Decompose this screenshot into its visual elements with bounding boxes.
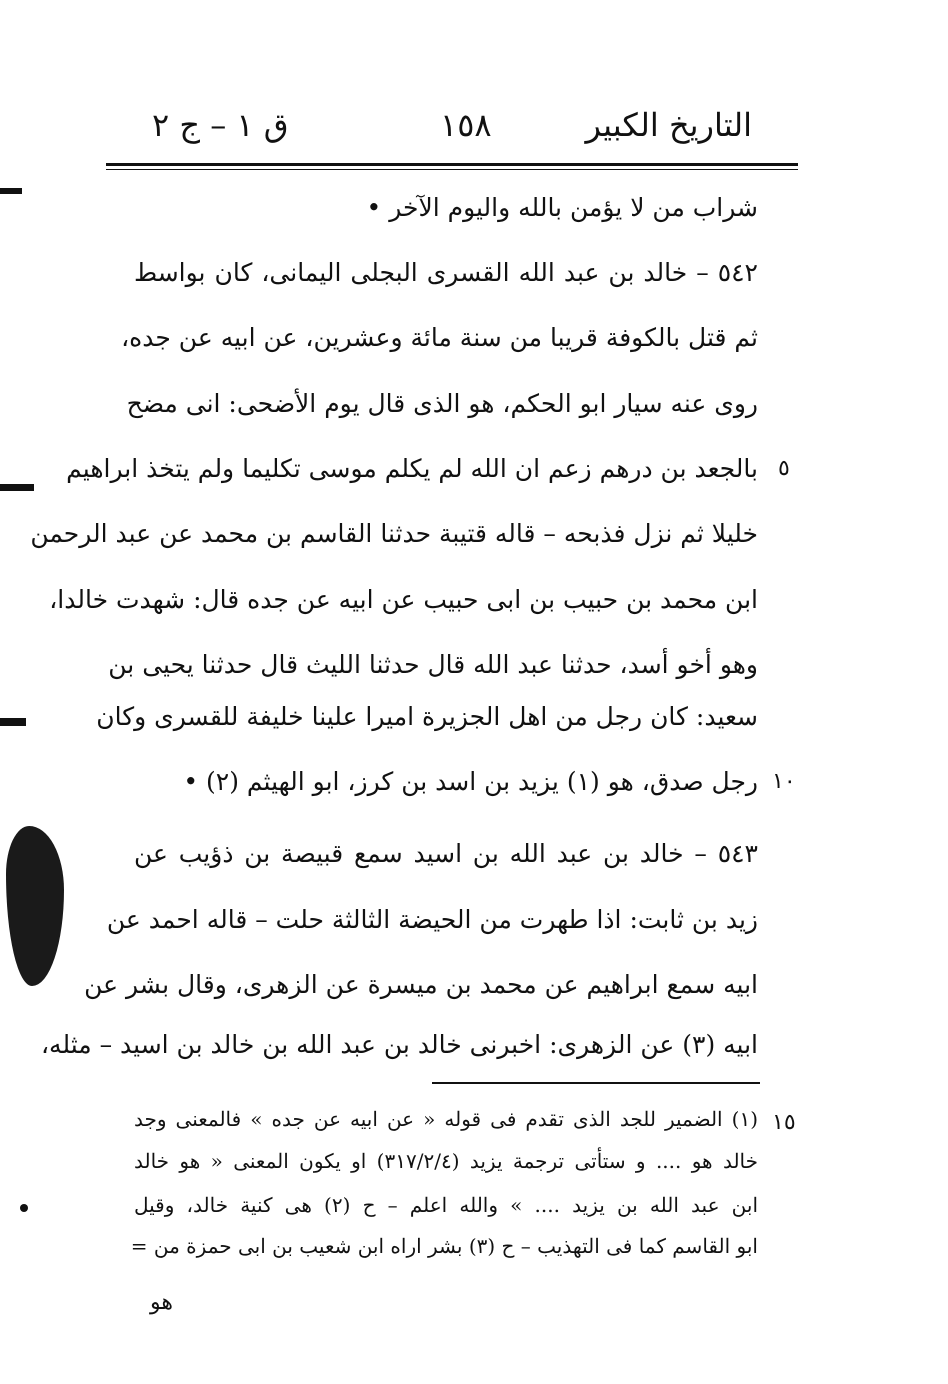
line-number: ١٠ (772, 769, 796, 794)
line-number: ١٥ (772, 1110, 796, 1135)
text-line: ابيه (٣) عن الزهرى: اخبرنى خالد بن عبد الله بن خالد بن اسيد – مثله، (40, 1030, 758, 1059)
footnote-line: ابن عبد الله بن يزيد .... » والله اعلم – ح (٢) هى كنية خالد، وقيل (134, 1193, 759, 1217)
text-line: زيد بن ثابت: اذا طهرت من الحيضة الثالثة حلت – قاله احمد عن (106, 905, 758, 934)
footnote-line: (١) الضمير للجد الذى تقدم فى قوله « عن ابيه عن جده » فالمعنى وجد (134, 1107, 758, 1131)
footnote-line: ابو القاسم كما فى التهذيب – ح (٣) بشر اراه ابن شعيب بن ابى حمزة من = (130, 1234, 758, 1258)
footnote-line: خالد هو .... و ستأتى ترجمة يزيد (٣١٧/٢/٤) او يكون المعنى « هو خالد (134, 1149, 759, 1173)
text-line: بالجعد بن درهم زعم ان الله لم يكلم موسى تكليما ولم يتخذ ابراهيم (66, 454, 758, 483)
margin-mark (0, 718, 26, 726)
page-number: ١٥٨ (440, 106, 492, 144)
ink-blot (6, 826, 64, 986)
text-line: وهو أخو أسد، حدثنا عبد الله قال حدثنا الليث قال حدثنا يحيى بن (108, 650, 758, 679)
header-rule-thin (106, 169, 798, 170)
text-line: ثم قتل بالكوفة قريبا من سنة مائة وعشرين، عن ابيه عن جده، (121, 323, 758, 352)
book-title: التاريخ الكبير (585, 106, 752, 144)
catchword: هو (150, 1290, 173, 1315)
text-line: ٥٤٢ – خالد بن عبد الله القسرى البجلى اليمانى، كان بواسط (134, 258, 758, 287)
text-line: شراب من لا يؤمن بالله واليوم الآخر • (366, 193, 758, 222)
footnote-rule (432, 1082, 760, 1084)
text-line: ٥٤٣ – خالد بن عبد الله بن اسيد سمع قبيصة بن ذؤيب عن (134, 839, 758, 868)
line-number: ٥ (778, 456, 790, 481)
text-line: رجل صدق، هو (١) يزيد بن اسد بن كرز، ابو الهيثم (٢) • (183, 767, 758, 796)
text-line: سعيد: كان رجل من اهل الجزيرة اميرا علينا خليفة للقسرى وكان (96, 702, 758, 731)
text-line: ابن محمد بن حبيب بن ابى حبيب عن ابيه عن جده قال: شهدت خالدا، (49, 585, 758, 614)
part-volume: ق ١ – ج ٢ (152, 106, 289, 144)
header-rule (106, 163, 798, 166)
margin-dot (20, 1204, 28, 1212)
margin-mark (0, 188, 22, 194)
text-line: ابيه سمع ابراهيم عن محمد بن ميسرة عن الزهرى، وقال بشر عن (84, 970, 758, 999)
text-line: خليلا ثم نزل فذبحه – قاله قتيبة حدثنا القاسم بن محمد عن عبد الرحمن (30, 519, 758, 548)
text-line: روى عنه سيار ابو الحكم، هو الذى قال يوم الأضحى: انى مضح (126, 389, 758, 418)
margin-mark (0, 484, 34, 491)
